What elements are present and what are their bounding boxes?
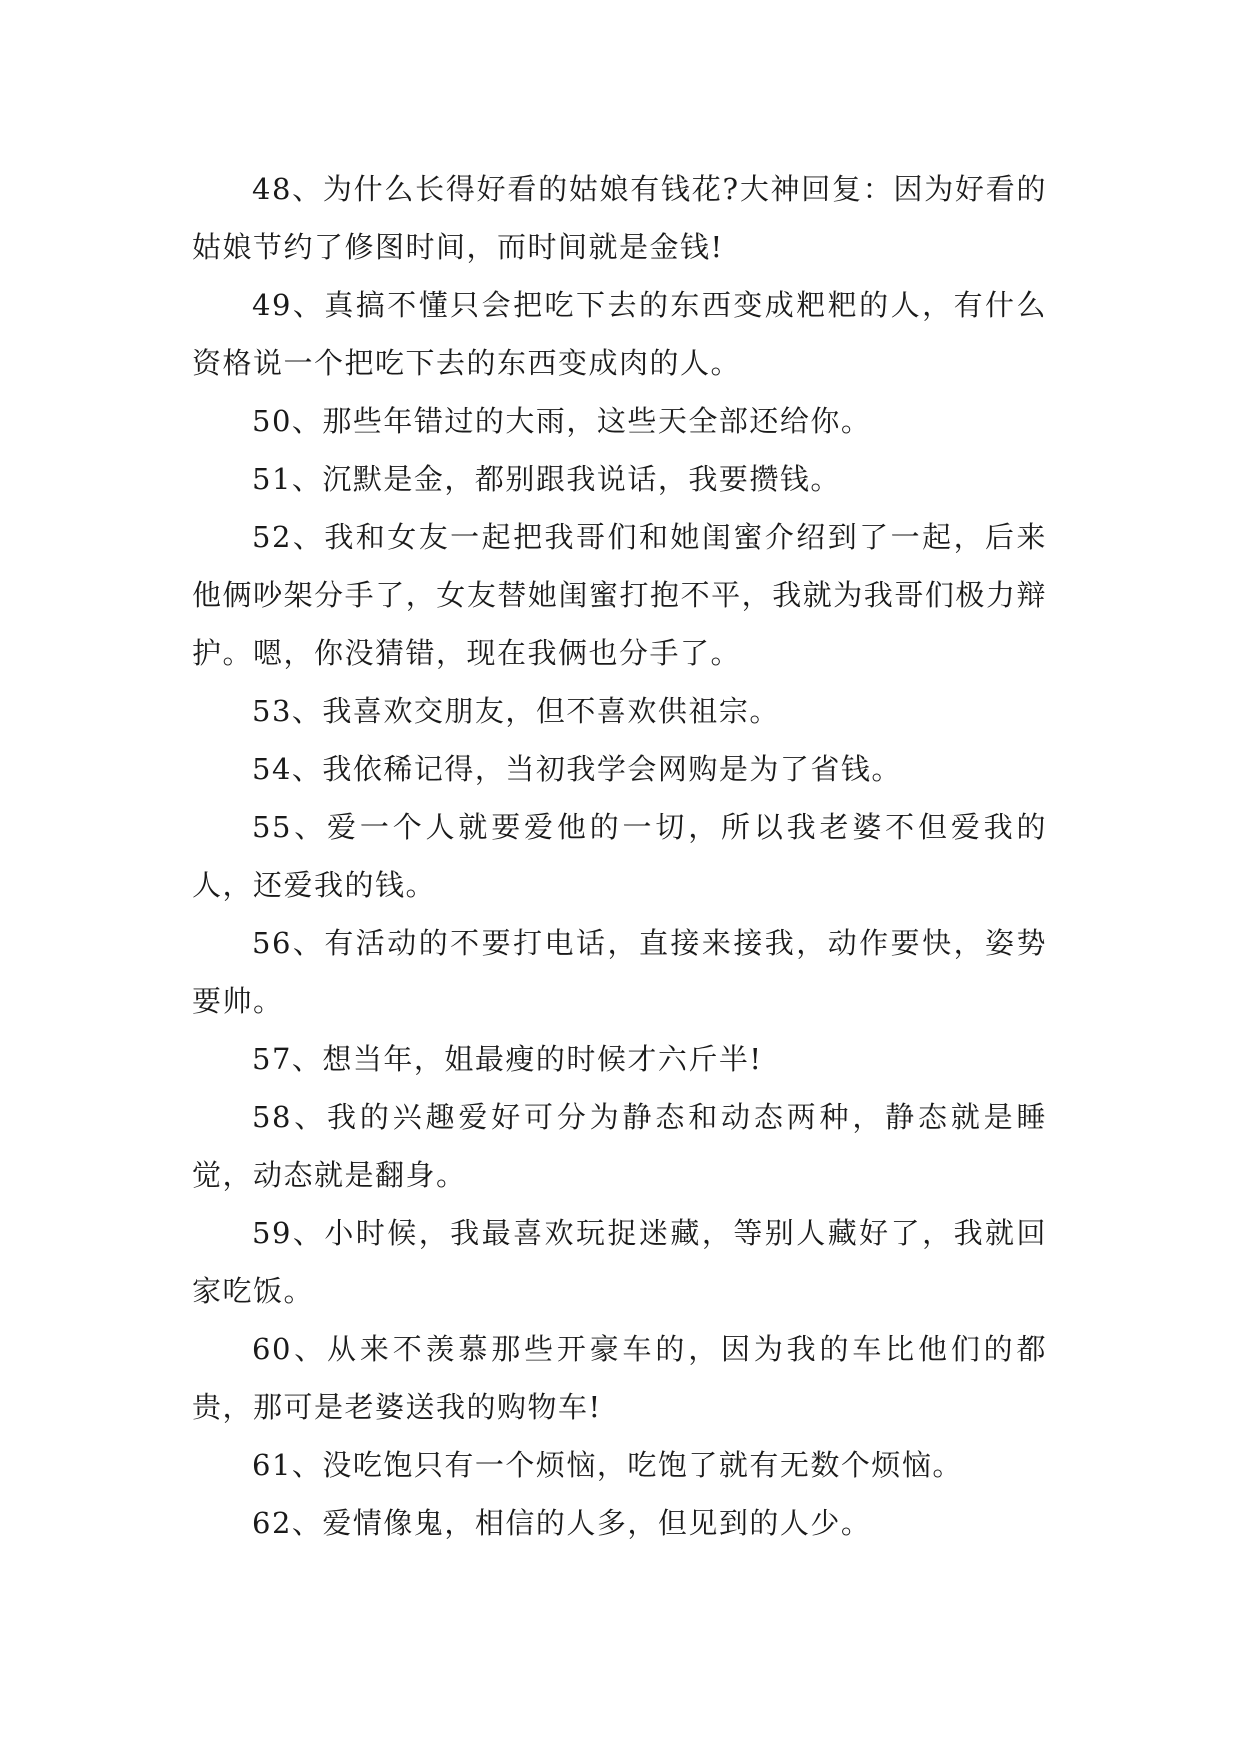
paragraph-59: 59、小时候，我最喜欢玩捉迷藏，等别人藏好了，我就回家吃饭。 (192, 1216, 1047, 1308)
paragraph-51: 51、沉默是金，都别跟我说话，我要攒钱。 (252, 462, 841, 496)
paragraph-48: 48、为什么长得好看的姑娘有钱花?大神回复：因为好看的姑娘节约了修图时间，而时间就是金钱! (192, 172, 1047, 264)
document-body (192, 160, 1047, 1552)
paragraph-50: 50、那些年错过的大雨，这些天全部还给你。 (252, 404, 872, 438)
paragraph-61: 61、没吃饱只有一个烦恼，吃饱了就有无数个烦恼。 (252, 1448, 963, 1482)
paragraph-60: 60、从来不羡慕那些开豪车的，因为我的车比他们的都贵，那可是老婆送我的购物车! (192, 1332, 1047, 1424)
paragraph-62: 62、爱情像鬼，相信的人多，但见到的人少。 (252, 1506, 872, 1540)
paragraph-49: 49、真搞不懂只会把吃下去的东西变成粑粑的人，有什么资格说一个把吃下去的东西变成肉的人。 (192, 288, 1047, 380)
paragraph-56: 56、有活动的不要打电话，直接来接我，动作要快，姿势要帅。 (192, 926, 1047, 1018)
paragraph-53: 53、我喜欢交朋友，但不喜欢供祖宗。 (252, 694, 780, 728)
paragraph-57: 57、想当年，姐最瘦的时候才六斤半! (252, 1042, 763, 1076)
paragraph-52: 52、我和女友一起把我哥们和她闺蜜介绍到了一起，后来他俩吵架分手了，女友替她闺蜜打抱不平，我就为我哥们极力辩护。嗯，你没猜错，现在我俩也分手了。 (192, 520, 1047, 670)
paragraph-55: 55、爱一个人就要爱他的一切，所以我老婆不但爱我的人，还爱我的钱。 (192, 810, 1047, 902)
paragraph-54: 54、我依稀记得，当初我学会网购是为了省钱。 (252, 752, 902, 786)
paragraph-58: 58、我的兴趣爱好可分为静态和动态两种，静态就是睡觉，动态就是翻身。 (192, 1100, 1047, 1192)
